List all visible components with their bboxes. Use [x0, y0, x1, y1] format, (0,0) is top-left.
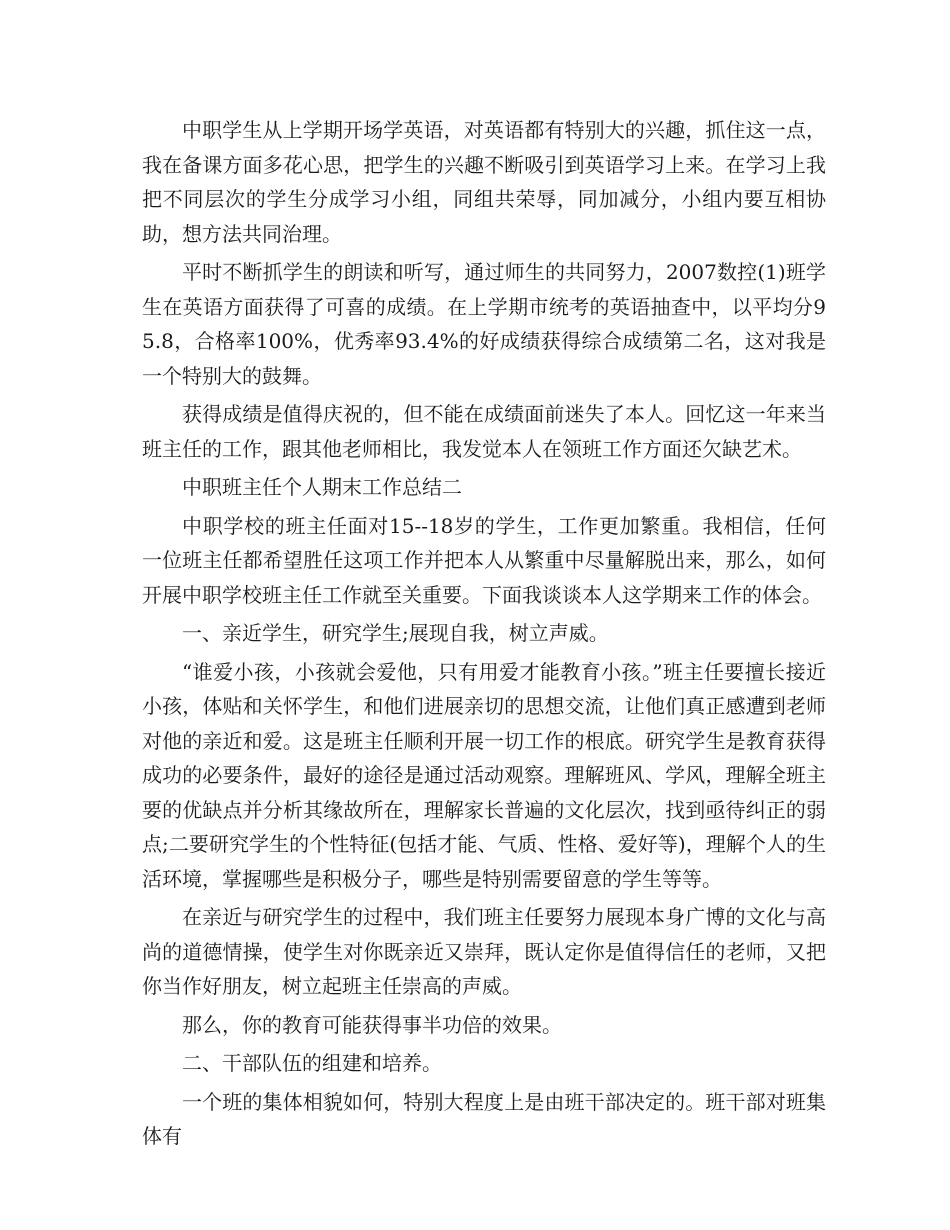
- heading-point-two: 二、干部队伍的组建和培养。: [182, 1051, 442, 1075]
- paragraph-class-cadres: 一个班的集体相貌如何，特别大程度上是由班干部决定的。班干部对班集体有: [142, 1089, 826, 1148]
- heading-point-one: 一、亲近学生，研究学生;展现自我，树立声威。: [182, 621, 609, 645]
- paragraph-english-teaching: 中职学生从上学期开场学英语，对英语都有特别大的兴趣，抓住这一点，我在备课方面多花心思，把学生的兴趣不断吸引到英语学习上来。在学习上我把不同层次的学生分成学习小组，同组共荣辱，同加减分，小组内要互相协助，想方法共同治理。: [142, 118, 826, 246]
- paragraph-prestige: 在亲近与研究学生的过程中，我们班主任要努力展现本身广博的文化与高尚的道德情操，使学生对你既亲近又崇拜，既认定你是值得信任的老师，又把你当作好朋友，树立起班主任崇高的声威。: [142, 905, 826, 998]
- section-title: 中职班主任个人期末工作总结二: [182, 475, 462, 499]
- paragraph-reflection: 获得成绩是值得庆祝的，但不能在成绩面前迷失了本人。回忆这一年来当班主任的工作，跟其他老师相比，我发觉本人在领班工作方面还欠缺艺术。: [142, 402, 826, 461]
- paragraph-intro: 中职学校的班主任面对15--18岁的学生，工作更加繁重。我相信，任何一位班主任都希望胜任这项工作并把本人从繁重中尽量解脱出来，那么，如何开展中职学校班主任工作就至关重要。下面我谈谈本人这学期来工作的体会。: [142, 513, 826, 607]
- paragraph-effect: 那么，你的教育可能获得事半功倍的效果。: [182, 1012, 562, 1037]
- paragraph-love-students: “谁爱小孩，小孩就会爱他，只有用爱才能教育小孩。”班主任要擅长接近小孩，体贴和关怀学生，和他们进展亲切的思想交流，让他们真正感遭到老师对他的亲近和爱。这是班主任顺利开展一切工作的根底。研究学生是教育获得成功的必要条件，最好的途径是通过活动观察。理解班风、学风，理解全班主要的优缺点并分析其缘故所在，理解家长普遍的文化层次，找到亟待纠正的弱点;二要研究学生的个性特征(包括才能、气质、性格、爱好等)，理解个人的生活环境，掌握哪些是积极分子，哪些是特别需要留意的学生等等。: [142, 659, 826, 891]
- document-body: [142, 113, 826, 1158]
- paragraph-exam-results: 平时不断抓学生的朗读和听写，通过师生的共同努力，2007数控(1)班学生在英语方面获得了可喜的成绩。在上学期市统考的英语抽查中，以平均分95.8，合格率100%，优秀率93.4%的好成绩获得综合成绩第二名，这对我是一个特别大的鼓舞。: [142, 260, 826, 388]
